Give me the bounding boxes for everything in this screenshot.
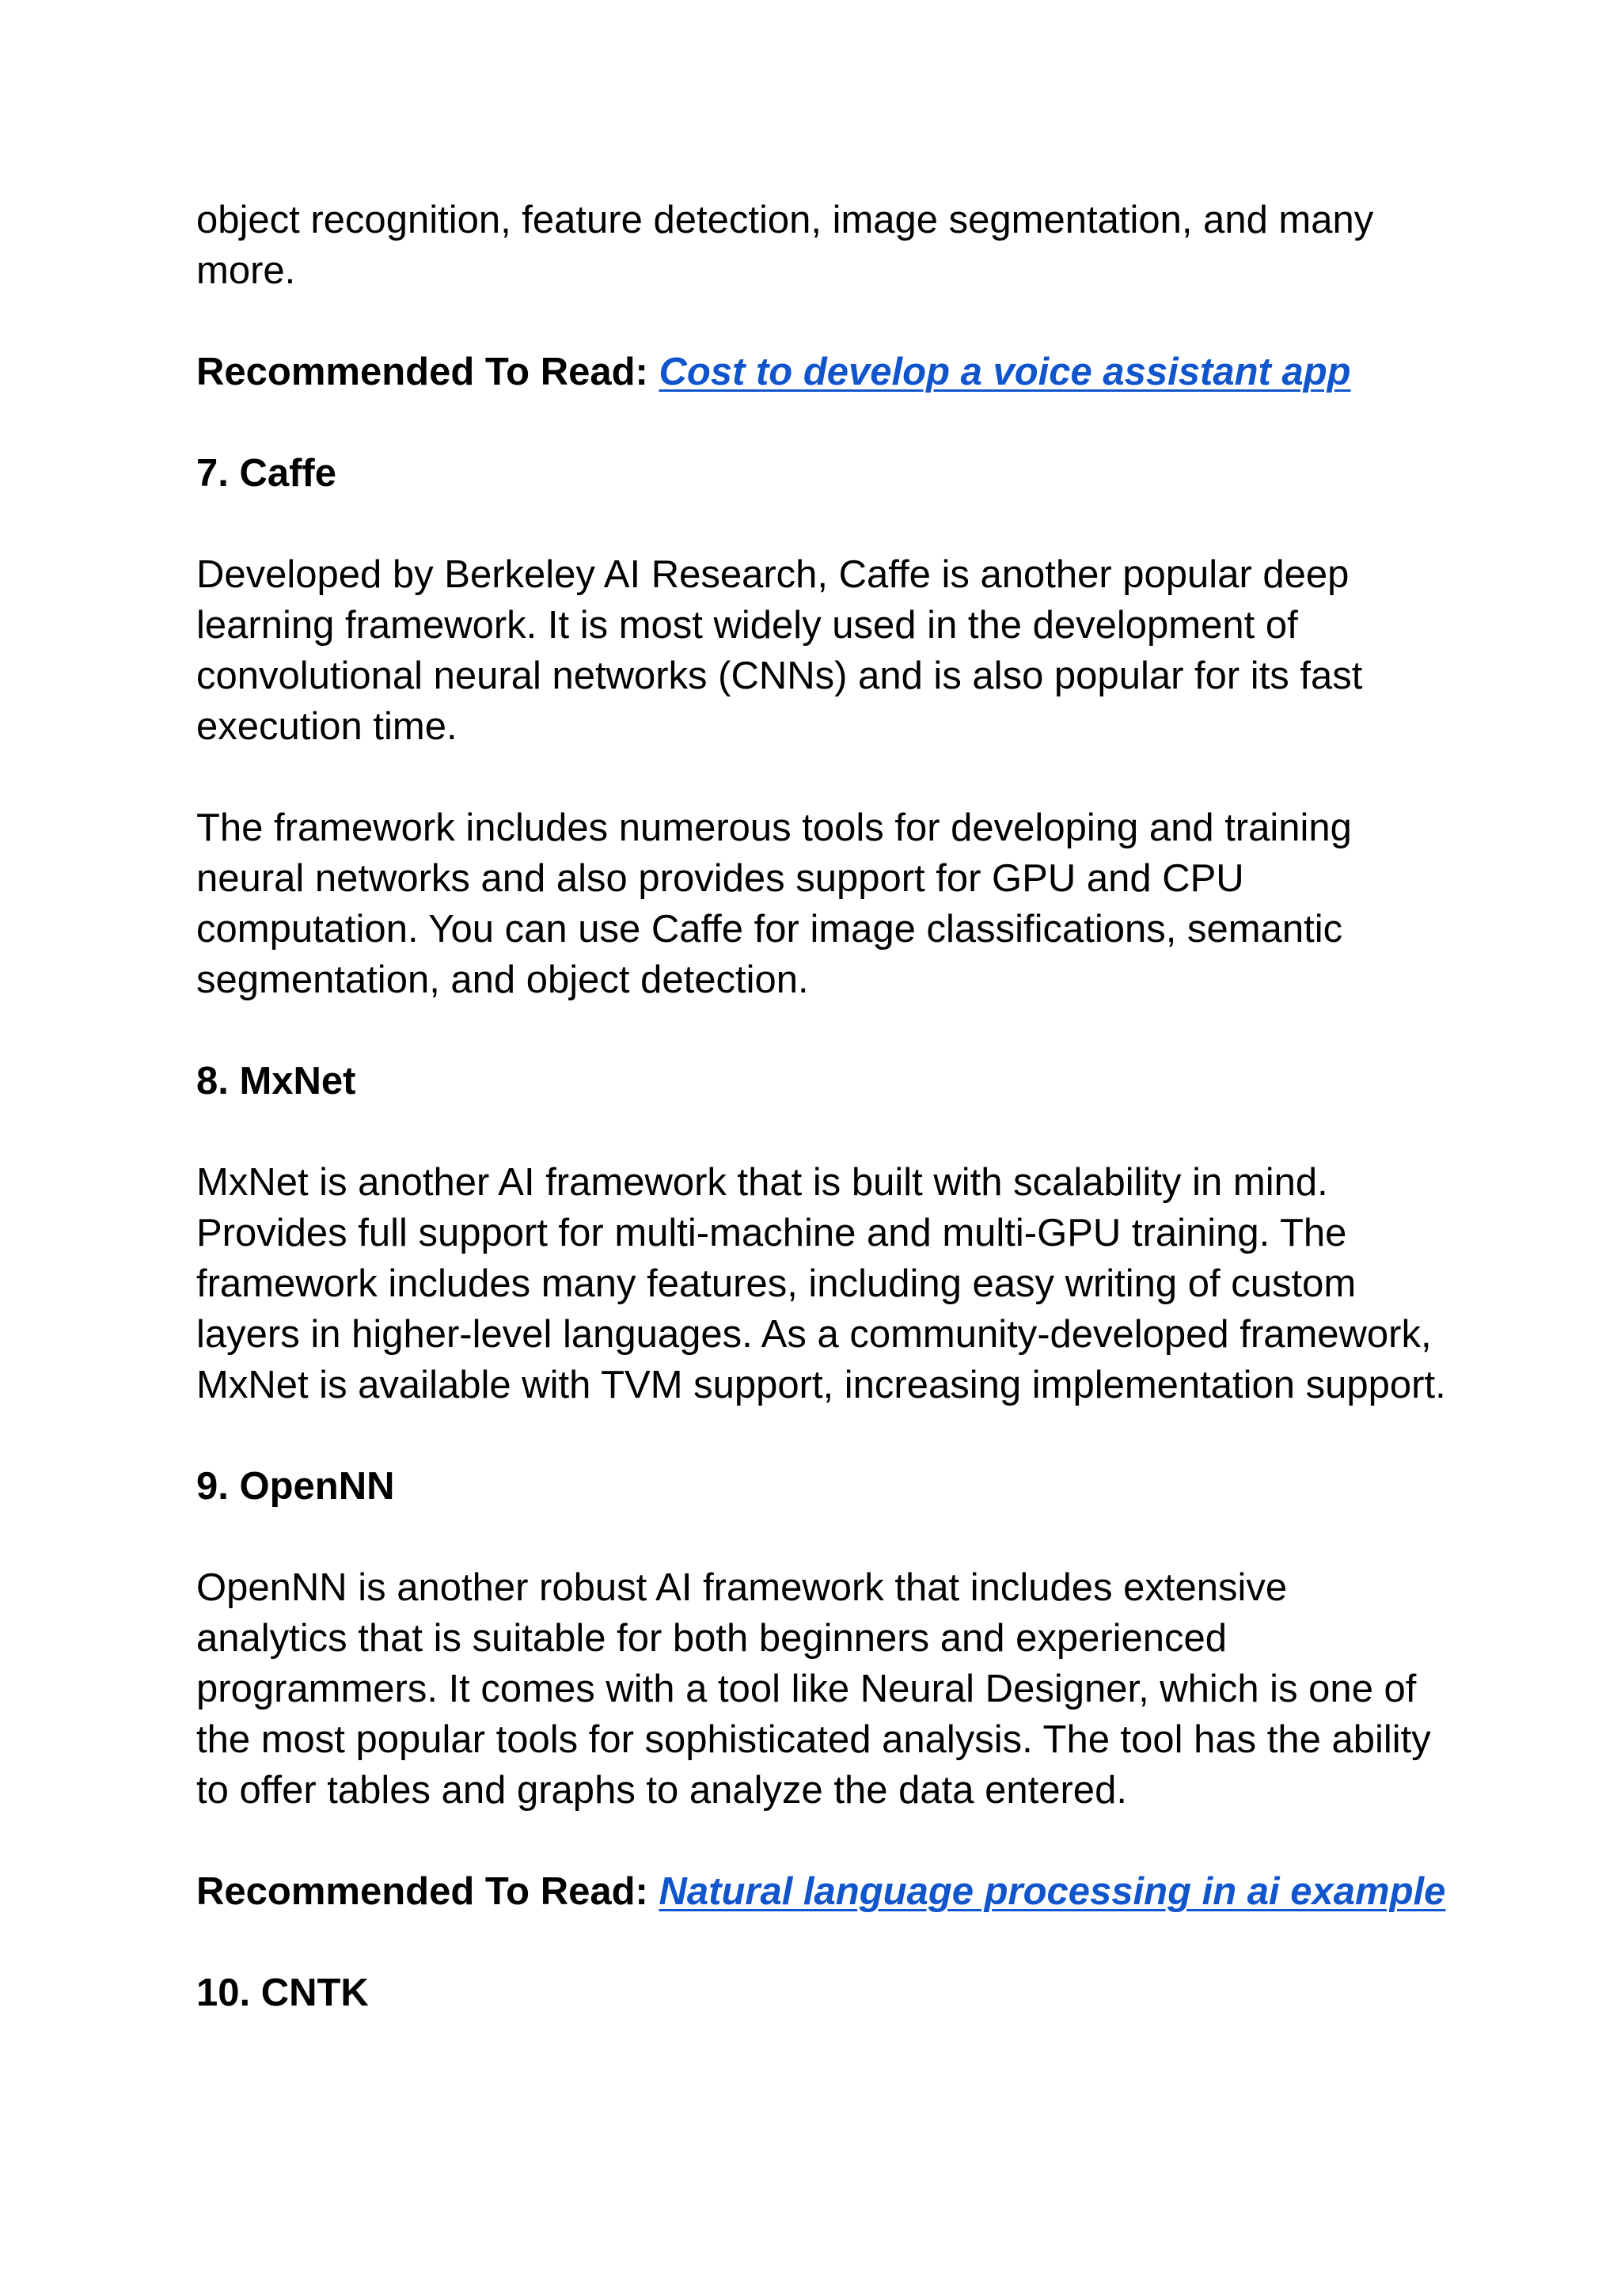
recommended-label: Recommended To Read: bbox=[196, 1870, 648, 1913]
text-line: segmentation, and object detection. bbox=[196, 958, 809, 1001]
text-line: to offer tables and graphs to analyze the data entered. bbox=[196, 1769, 1127, 1812]
text-line: MxNet is available with TVM support, increasing implementation support. bbox=[196, 1364, 1446, 1406]
section-heading-caffe: 7. Caffe bbox=[196, 452, 337, 495]
text-line: layers in higher-level languages. As a community-developed framework, bbox=[196, 1313, 1432, 1356]
mxnet-paragraph bbox=[196, 1157, 1447, 1410]
intro-paragraph bbox=[196, 195, 1447, 296]
text-line: The framework includes numerous tools for developing and training bbox=[196, 806, 1352, 849]
text-line: more. bbox=[196, 249, 296, 292]
text-line: learning framework. It is most widely used in the development of bbox=[196, 604, 1298, 647]
text-line: convolutional neural networks (CNNs) and is also popular for its fast bbox=[196, 655, 1363, 697]
text-line: execution time. bbox=[196, 705, 457, 748]
recommended-read-1 bbox=[196, 347, 1447, 397]
text-line: computation. You can use Caffe for image classifications, semantic bbox=[196, 908, 1343, 951]
text-line: framework includes many features, including easy writing of custom bbox=[196, 1262, 1357, 1305]
recommended-read-2 bbox=[196, 1866, 1447, 1917]
section-heading-cntk: 10. CNTK bbox=[196, 1972, 369, 2014]
text-line: MxNet is another AI framework that is built with scalability in mind. bbox=[196, 1161, 1328, 1204]
text-line: analytics that is suitable for both beginners and experienced bbox=[196, 1617, 1228, 1660]
text-line: OpenNN is another robust AI framework that includes extensive bbox=[196, 1566, 1288, 1609]
document-page bbox=[196, 195, 1447, 2069]
nlp-example-link[interactable]: Natural language processing in ai example bbox=[659, 1870, 1446, 1913]
text-line: the most popular tools for sophisticated analysis. The tool has the ability bbox=[196, 1718, 1431, 1761]
section-heading-opennn: 9. OpenNN bbox=[196, 1465, 395, 1508]
text-line: Provides full support for multi-machine and multi-GPU training. The bbox=[196, 1212, 1347, 1254]
recommended-label: Recommended To Read: bbox=[196, 351, 648, 393]
caffe-paragraph-2 bbox=[196, 803, 1447, 1005]
text-line: object recognition, feature detection, image segmentation, and many bbox=[196, 199, 1374, 241]
section-heading-mxnet: 8. MxNet bbox=[196, 1060, 356, 1102]
text-line: neural networks and also provides support for GPU and CPU bbox=[196, 857, 1244, 900]
voice-assistant-cost-link[interactable]: Cost to develop a voice assistant app bbox=[659, 351, 1351, 393]
caffe-paragraph-1 bbox=[196, 549, 1447, 752]
opennn-paragraph bbox=[196, 1562, 1447, 1816]
text-line: programmers. It comes with a tool like Neural Designer, which is one of bbox=[196, 1668, 1417, 1710]
text-line: Developed by Berkeley AI Research, Caffe is another popular deep bbox=[196, 553, 1350, 596]
